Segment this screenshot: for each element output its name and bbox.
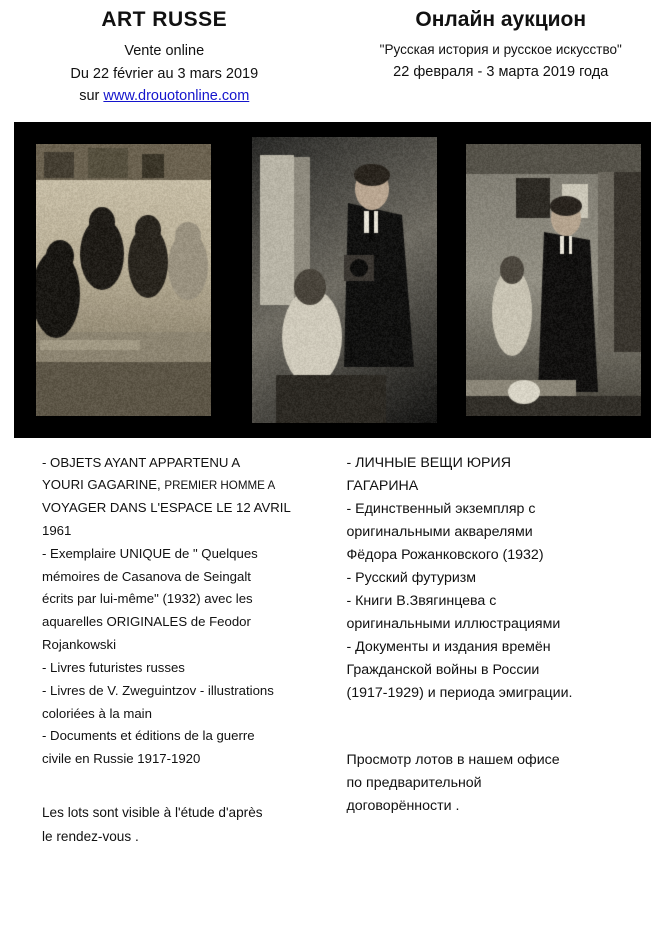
list-item: Гражданской войны в России (346, 661, 540, 678)
footer-note-russian: договорённости . (346, 797, 460, 814)
spacer (347, 727, 642, 749)
list-item: - Русский футуризм (346, 569, 477, 586)
list-item: coloriées à la main (42, 705, 152, 721)
footer-note-french: le rendez-vous . (42, 828, 139, 844)
list-item: - Livres futuristes russes (42, 659, 185, 675)
footer-note-russian: Просмотр лотов в нашем офисе (346, 751, 560, 768)
list-item: 1961 (42, 522, 72, 538)
header-russian-line-1: "Русская история и русское искусство" (379, 42, 622, 58)
header-french-line-2: Du 22 février au 3 mars 2019 (70, 65, 259, 82)
header-column-french (0, 8, 333, 108)
header-russian-line-2: 22 февраля - 3 марта 2019 года (393, 64, 609, 81)
list-item: (1917-1929) и периода эмиграции. (346, 684, 573, 701)
list-item: - Livres de V. Zweguintzov - illustrations (42, 682, 274, 698)
list-item: civile en Russie 1917-1920 (42, 751, 201, 767)
header (0, 0, 665, 108)
header-french-link-prefix: sur (79, 88, 104, 105)
list-item: - Exemplaire UNIQUE de " Quelques (42, 545, 258, 561)
content-column-russian (333, 452, 652, 849)
list-item-text-small: PREMIER HOMME A (164, 479, 276, 493)
content-column-french (14, 452, 333, 849)
page-title-french: ART RUSSE (101, 8, 228, 31)
drouotonline-link[interactable]: www.drouotonline.com (103, 88, 250, 105)
list-item-text: YOURI GAGARINE, (42, 477, 161, 493)
photo-man-with-camera (252, 137, 437, 423)
list-item: оригинальными акварелями (346, 523, 533, 540)
list-item: Фёдора Рожанковского (1932) (346, 546, 544, 563)
photo-family-at-table (36, 144, 211, 416)
header-french-line-3 (0, 85, 329, 107)
header-column-russian (333, 8, 665, 108)
list-item: mémoires de Casanova de Seingalt (42, 568, 251, 584)
list-item: - OBJETS AYANT APPARTENU A (42, 454, 241, 470)
spacer (42, 771, 317, 801)
list-item: - Документы и издания времён (346, 638, 551, 655)
list-item: écrits par lui-même" (1932) avec les (42, 591, 253, 607)
footer-note-french: Les lots sont visible à l'étude d'après (42, 805, 263, 821)
page-title-russian: Онлайн аукцион (415, 8, 587, 31)
header-french-line-1: Vente online (124, 43, 205, 60)
spacer (347, 705, 642, 727)
photo-man-and-child-in-room (466, 144, 641, 416)
list-item: - Documents et éditions de la guerre (42, 728, 255, 744)
list-item: Rojankowski (42, 637, 117, 653)
list-item: VOYAGER DANS L'ESPACE LE 12 AVRIL (42, 500, 291, 516)
photo-band (14, 122, 651, 438)
list-item: ГАГАРИНА (346, 477, 419, 494)
list-item: оригинальными иллюстрациями (346, 615, 561, 632)
list-item (42, 474, 317, 497)
footer-note-russian: по предварительной (346, 774, 482, 791)
list-item: aquarelles ORIGINALES de Feodor (42, 614, 251, 630)
list-item: - ЛИЧНЫЕ ВЕЩИ ЮРИЯ (346, 454, 511, 471)
content-columns (0, 452, 665, 849)
list-item: - Книги В.Звягинцева с (346, 592, 497, 609)
list-item: - Единственный экземпляр с (346, 500, 536, 517)
